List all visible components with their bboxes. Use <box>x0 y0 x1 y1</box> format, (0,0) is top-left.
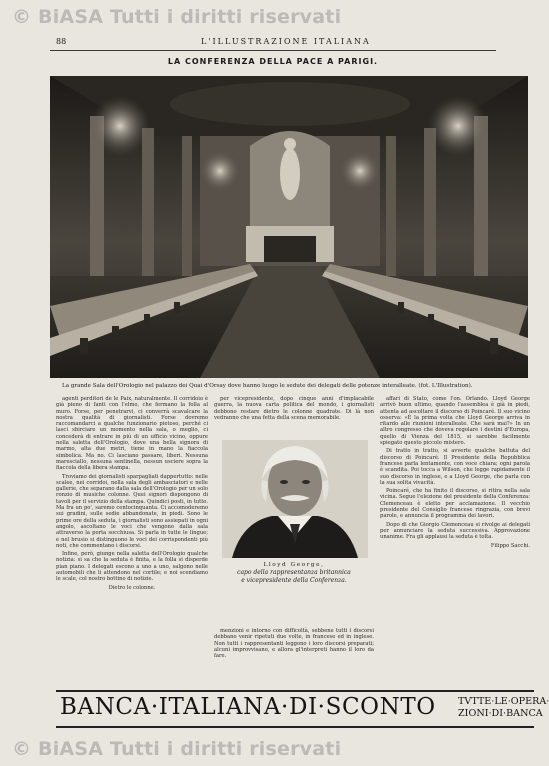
portrait-caption <box>214 562 374 584</box>
paragraph: affari di Stato, come l'on. Orlando. Lloyd George arrivò buon ultimo, quando l'assemblea è già in piedi, attenta ad ascoltare il discorso di Poincaré. Il suo vicino osserva: «È la prima volta che Lloyd George arriva in ritardo alle riunioni interalleate. Che sarà mai?» In un altro congresso che doveva regolare i destini d'Europa, quello di Vienza del 1815, si sarebbe facilmente spiegato questo piccolo mistero. <box>380 396 530 447</box>
lloyd-george-portrait <box>222 440 368 558</box>
hall-photograph <box>50 76 528 378</box>
text-column-left <box>56 396 208 679</box>
watermark-top: © BiASA Tutti i diritti riservati <box>12 6 342 28</box>
paragraph: menzioni e intorno con difficoltà, sebbene tutti i discorsi debbano venir ripetuti due volte, in francese ed in inglese. Non tutti i rappresentanti leggono i loro discorsi preparati; alcuni improvvisano, e allora gl'interpreti hanno il loro da fare. <box>214 628 374 660</box>
paragraph: Troviamo dei giornalisti sparpagliati dappertutto: nelle scalee, nei corridoi, nella sala degli ambasciatori e nelle gallerie, che separano dalla sala dell'Orologio per un solo ronzio di musiche colonne. Quei signori dispongono di tavoli per il servizio della stampa. Quindici posti, in tutto. Ma fra un po', saremo centocinquanta. Ci accomoderemo sui gradini, sulle sedie abbandonate, in piedi. Sono le prime ore della seduta, i giornalisti sono assiepati in ogni angolo, ascoltano le voci che vengono dalla sala attraverso la porta socchiusa. Si parla in tutte le lingue; e nel brusio si distinguono le voci dei corrispondenti più noti, che commentano i discorsi. <box>56 473 208 549</box>
page-header <box>56 37 490 49</box>
portrait-role-line2: e vicepresidente della Conferenza. <box>241 576 347 584</box>
paragraph: Dopo di che Giorgio Clemenceau si rivolge ai delegati per annunciare la seduta successiva. Approvazione unanime. Fra gli applausi la seduta è tolta. <box>380 521 530 541</box>
bank-tagline <box>458 696 549 720</box>
paragraph: Di tratto in tratto, si avverte qualche battuta del discorso di Poincaré. Il Presidente della Repubblica francese parla lentamente, con voce chiara; ogni parola è scandita. Poi tocca a Wilson, che legge rapidamente il suo discorso in inglese, e a Lloyd George, che parla con la sua solita vivacità. <box>380 448 530 486</box>
paragraph: Poincaré, che ha finito il discorso, si ritira nella sala vicina. Segue l'elezione del presidente della Conferenza: Clemenceau è eletto per acclamazione. Il vecchio presidente del Consiglio francese ringrazia, con brevi parole, e annuncia il programma dei lavori. <box>380 488 530 520</box>
bank-name: BANCA·ITALIANA·DI·SCONTO <box>60 694 436 720</box>
paragraph: Infine, però, giunge nella saletta dell'Orologio qualche notizia: si sa che la seduta è finita, e la folla si disperde pian piano. I delegati escono a uno a uno, salgono nelle automobili che li attendono nel cortile; e noi scendiamo le scale, col nostro bottino di notizie. <box>56 551 208 583</box>
paragraph: agenti perditori de le Paix, naturalmente. Il corridoio è già pieno di fanti con l'elmo, che fermano la folla al muro. Forse, per penetrarvi, ci converrà scavalcare la nostra qualità di giornalisti. Forse dovremo raccomandarci a qualche funzionario pietoso, perché ci lasci sbirciare un momento nella sala, o meglio, ci concederà di entrare in più di un ufficio vicino, oppure nella saletta dell'Orologio, dove una bella signora di marmo, alta due metri, tiene in mano la fiaccola simbolica. Ma no. Ci lasciano passare, liberi. Nessuna maresciallo, nessuna sentinella, nessun usciere sopra la fiaccola della libera stampa. <box>56 396 208 472</box>
author-signature: Filippo Sacchi. <box>490 542 530 549</box>
journal-title: L'ILLUSTRAZIONE ITALIANA <box>201 37 371 46</box>
text-column-middle-bottom <box>214 628 374 673</box>
page-number: 88 <box>56 37 67 46</box>
text-column-right <box>380 396 530 679</box>
subheading: Dietro le colonne. <box>108 584 156 591</box>
portrait-name: Lloyd George, <box>263 562 325 568</box>
paragraph: per vicepresidente, dopo cinque anni d'implacabile guerra, la nuova carta politica del mondo, i giornalisti debbono restare dietro le colonne quadrate. Di là non vedranno che una fetta della scena memorabile. <box>214 396 374 421</box>
watermark-bottom: © BiASA Tutti i diritti riservati <box>12 738 342 760</box>
article-title: LA CONFERENZA DELLA PACE A PARIGI. <box>167 57 379 66</box>
portrait-drawing <box>222 440 368 558</box>
hall-photo-drawing <box>50 76 528 378</box>
header-rule <box>50 50 496 51</box>
text-column-middle-top <box>214 396 374 432</box>
bank-tagline-line1: TVTTE·LE·OPERA· <box>458 696 549 707</box>
photo-caption: La grande Sala dell'Orologio nel palazzo dei Quai d'Orsay dove hanno luogo le sedute dei delegati delle potenze interalleate. (fot. L'Illustration). <box>62 383 473 389</box>
bank-advertisement <box>56 690 549 728</box>
bank-tagline-line2: ZIONI·DI·BANCA <box>458 708 543 719</box>
portrait-role-line1: capo della rappresentanza britannica <box>237 569 351 577</box>
